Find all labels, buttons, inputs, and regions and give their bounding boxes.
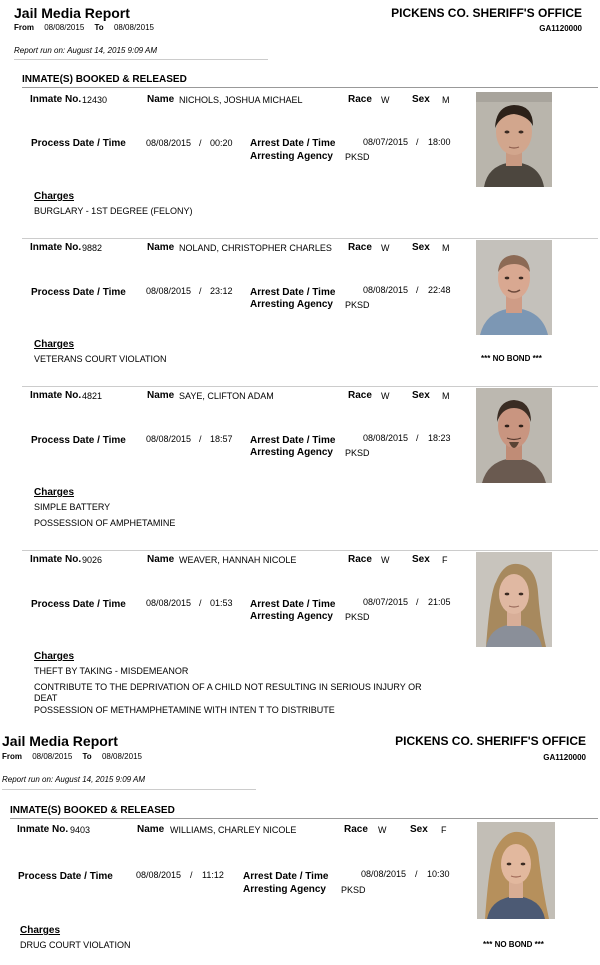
office-code: GA1120000	[543, 753, 586, 762]
mugshot-photo	[477, 822, 555, 919]
agency-label: Arresting Agency	[250, 611, 333, 622]
agency-value: PKSD	[345, 300, 370, 310]
from-date: 08/08/2015	[32, 752, 73, 761]
inmate-name: NOLAND, CHRISTOPHER CHARLES	[179, 243, 332, 253]
report-run-on: Report run on: August 14, 2015 9:09 AM	[2, 775, 146, 784]
divider	[2, 789, 256, 790]
mugshot-photo	[476, 388, 552, 483]
charge-line: POSSESSION OF METHAMPHETAMINE WITH INTEN T TO DISTRIBUTE	[34, 705, 335, 715]
charge-line: DEAT	[34, 693, 58, 703]
sex-value: M	[442, 243, 450, 253]
race-value: W	[381, 95, 390, 105]
name-label: Name	[147, 94, 175, 105]
arrest-label: Arrest Date / Time	[250, 435, 336, 446]
inmate-no: 12430	[82, 95, 108, 105]
from-label: From	[2, 752, 22, 761]
name-label: Name	[147, 554, 175, 565]
arrest-time: 22:48	[428, 285, 451, 295]
race-value: W	[381, 243, 390, 253]
process-time: 18:57	[210, 434, 233, 444]
date-separator: /	[199, 598, 202, 608]
process-time: 23:12	[210, 286, 233, 296]
divider	[10, 818, 598, 819]
sex-value: M	[442, 391, 450, 401]
section-title: INMATE(S) BOOKED & RELEASED	[10, 805, 175, 816]
mugshot-photo	[476, 552, 552, 647]
inmate-no: 4821	[82, 391, 103, 401]
sex-label: Sex	[412, 554, 430, 565]
inmate-name: WILLIAMS, CHARLEY NICOLE	[170, 825, 297, 835]
to-label: To	[94, 23, 104, 32]
arrest-time: 10:30	[427, 869, 450, 879]
sex-value: F	[441, 825, 447, 835]
to-label: To	[82, 752, 92, 761]
race-label: Race	[348, 242, 372, 253]
race-label: Race	[348, 390, 372, 401]
process-label: Process Date / Time	[18, 871, 113, 882]
date-separator: /	[199, 434, 202, 444]
process-label: Process Date / Time	[31, 435, 126, 446]
arrest-date: 08/07/2015	[363, 137, 409, 147]
inmate-no-label: Inmate No.	[30, 554, 82, 565]
inmate-no-label: Inmate No.	[30, 94, 82, 105]
from-date: 08/08/2015	[44, 23, 85, 32]
process-label: Process Date / Time	[31, 287, 126, 298]
no-bond-badge: *** NO BOND ***	[481, 354, 542, 363]
process-time: 11:12	[202, 870, 224, 880]
arrest-time: 18:23	[428, 433, 451, 443]
report-date-range	[14, 23, 154, 32]
to-date: 08/08/2015	[101, 752, 142, 761]
date-separator: /	[416, 285, 419, 295]
report-date-range	[2, 752, 142, 761]
divider	[22, 87, 598, 88]
sex-label: Sex	[410, 824, 428, 835]
agency-label: Arresting Agency	[243, 884, 326, 895]
arrest-label: Arrest Date / Time	[250, 138, 336, 149]
charge-line: THEFT BY TAKING - MISDEMEANOR	[34, 666, 189, 676]
inmate-no: 9026	[82, 555, 103, 565]
from-label: From	[14, 23, 34, 32]
report-title: Jail Media Report	[14, 5, 130, 21]
charges-heading: Charges	[34, 191, 75, 202]
charge-line: SIMPLE BATTERY	[34, 502, 111, 512]
divider	[22, 386, 598, 387]
charge-line: POSSESSION OF AMPHETAMINE	[34, 518, 176, 528]
no-bond-badge: *** NO BOND ***	[483, 940, 544, 949]
charge-line: CONTRIBUTE TO THE DEPRIVATION OF A CHILD NOT RESULTING IN SERIOUS INJURY OR	[34, 682, 422, 692]
race-value: W	[381, 391, 390, 401]
date-separator: /	[416, 433, 419, 443]
date-separator: /	[415, 869, 418, 879]
name-label: Name	[147, 390, 175, 401]
section-title: INMATE(S) BOOKED & RELEASED	[22, 74, 187, 85]
divider	[22, 238, 598, 239]
charges-heading: Charges	[34, 487, 75, 498]
agency-value: PKSD	[341, 885, 366, 895]
report-run-on: Report run on: August 14, 2015 9:09 AM	[14, 46, 158, 55]
mugshot-photo	[476, 92, 552, 187]
sex-value: M	[442, 95, 450, 105]
inmate-name: NICHOLS, JOSHUA MICHAEL	[179, 95, 303, 105]
sex-label: Sex	[412, 242, 430, 253]
process-date: 08/08/2015	[146, 598, 192, 608]
divider	[14, 59, 268, 60]
arrest-time: 21:05	[428, 597, 451, 607]
date-separator: /	[416, 137, 419, 147]
inmate-name: WEAVER, HANNAH NICOLE	[179, 555, 297, 565]
charge-line: VETERANS COURT VIOLATION	[34, 354, 167, 364]
sex-label: Sex	[412, 390, 430, 401]
process-label: Process Date / Time	[31, 599, 126, 610]
agency-value: PKSD	[345, 612, 370, 622]
sex-label: Sex	[412, 94, 430, 105]
process-date: 08/08/2015	[146, 286, 192, 296]
inmate-no-label: Inmate No.	[30, 242, 82, 253]
arrest-label: Arrest Date / Time	[250, 599, 336, 610]
arrest-date: 08/08/2015	[361, 869, 407, 879]
process-time: 00:20	[210, 138, 233, 148]
charges-heading: Charges	[34, 339, 75, 350]
arrest-label: Arrest Date / Time	[243, 871, 329, 882]
date-separator: /	[416, 597, 419, 607]
to-date: 08/08/2015	[113, 23, 154, 32]
office-name: PICKENS CO. SHERIFF'S OFFICE	[395, 734, 586, 748]
mugshot-photo	[476, 240, 552, 335]
arrest-time: 18:00	[428, 137, 451, 147]
process-time: 01:53	[210, 598, 233, 608]
agency-value: PKSD	[345, 448, 370, 458]
inmate-no-label: Inmate No.	[30, 390, 82, 401]
inmate-no: 9882	[82, 243, 103, 253]
agency-label: Arresting Agency	[250, 299, 333, 310]
sex-value: F	[442, 555, 448, 565]
race-label: Race	[348, 94, 372, 105]
date-separator: /	[190, 870, 193, 880]
agency-label: Arresting Agency	[250, 151, 333, 162]
process-date: 08/08/2015	[146, 434, 192, 444]
office-code: GA1120000	[539, 24, 582, 33]
process-date: 08/08/2015	[146, 138, 192, 148]
arrest-date: 08/08/2015	[363, 285, 409, 295]
divider	[22, 550, 598, 551]
name-label: Name	[147, 242, 175, 253]
inmate-name: SAYE, CLIFTON ADAM	[179, 391, 274, 401]
process-date: 08/08/2015	[136, 870, 182, 880]
arrest-date: 08/07/2015	[363, 597, 409, 607]
inmate-no-label: Inmate No.	[17, 824, 69, 835]
office-name: PICKENS CO. SHERIFF'S OFFICE	[391, 6, 582, 20]
report-title: Jail Media Report	[2, 733, 118, 749]
process-label: Process Date / Time	[31, 138, 126, 149]
charges-heading: Charges	[34, 651, 75, 662]
agency-label: Arresting Agency	[250, 447, 333, 458]
arrest-label: Arrest Date / Time	[250, 287, 336, 298]
date-separator: /	[199, 286, 202, 296]
arrest-date: 08/08/2015	[363, 433, 409, 443]
date-separator: /	[199, 138, 202, 148]
race-value: W	[378, 825, 387, 835]
inmate-no: 9403	[70, 825, 91, 835]
race-value: W	[381, 555, 390, 565]
race-label: Race	[344, 824, 368, 835]
charges-heading: Charges	[20, 925, 61, 936]
name-label: Name	[137, 824, 165, 835]
charge-line: DRUG COURT VIOLATION	[20, 940, 131, 950]
race-label: Race	[348, 554, 372, 565]
agency-value: PKSD	[345, 152, 370, 162]
charge-line: BURGLARY - 1ST DEGREE (FELONY)	[34, 206, 193, 216]
